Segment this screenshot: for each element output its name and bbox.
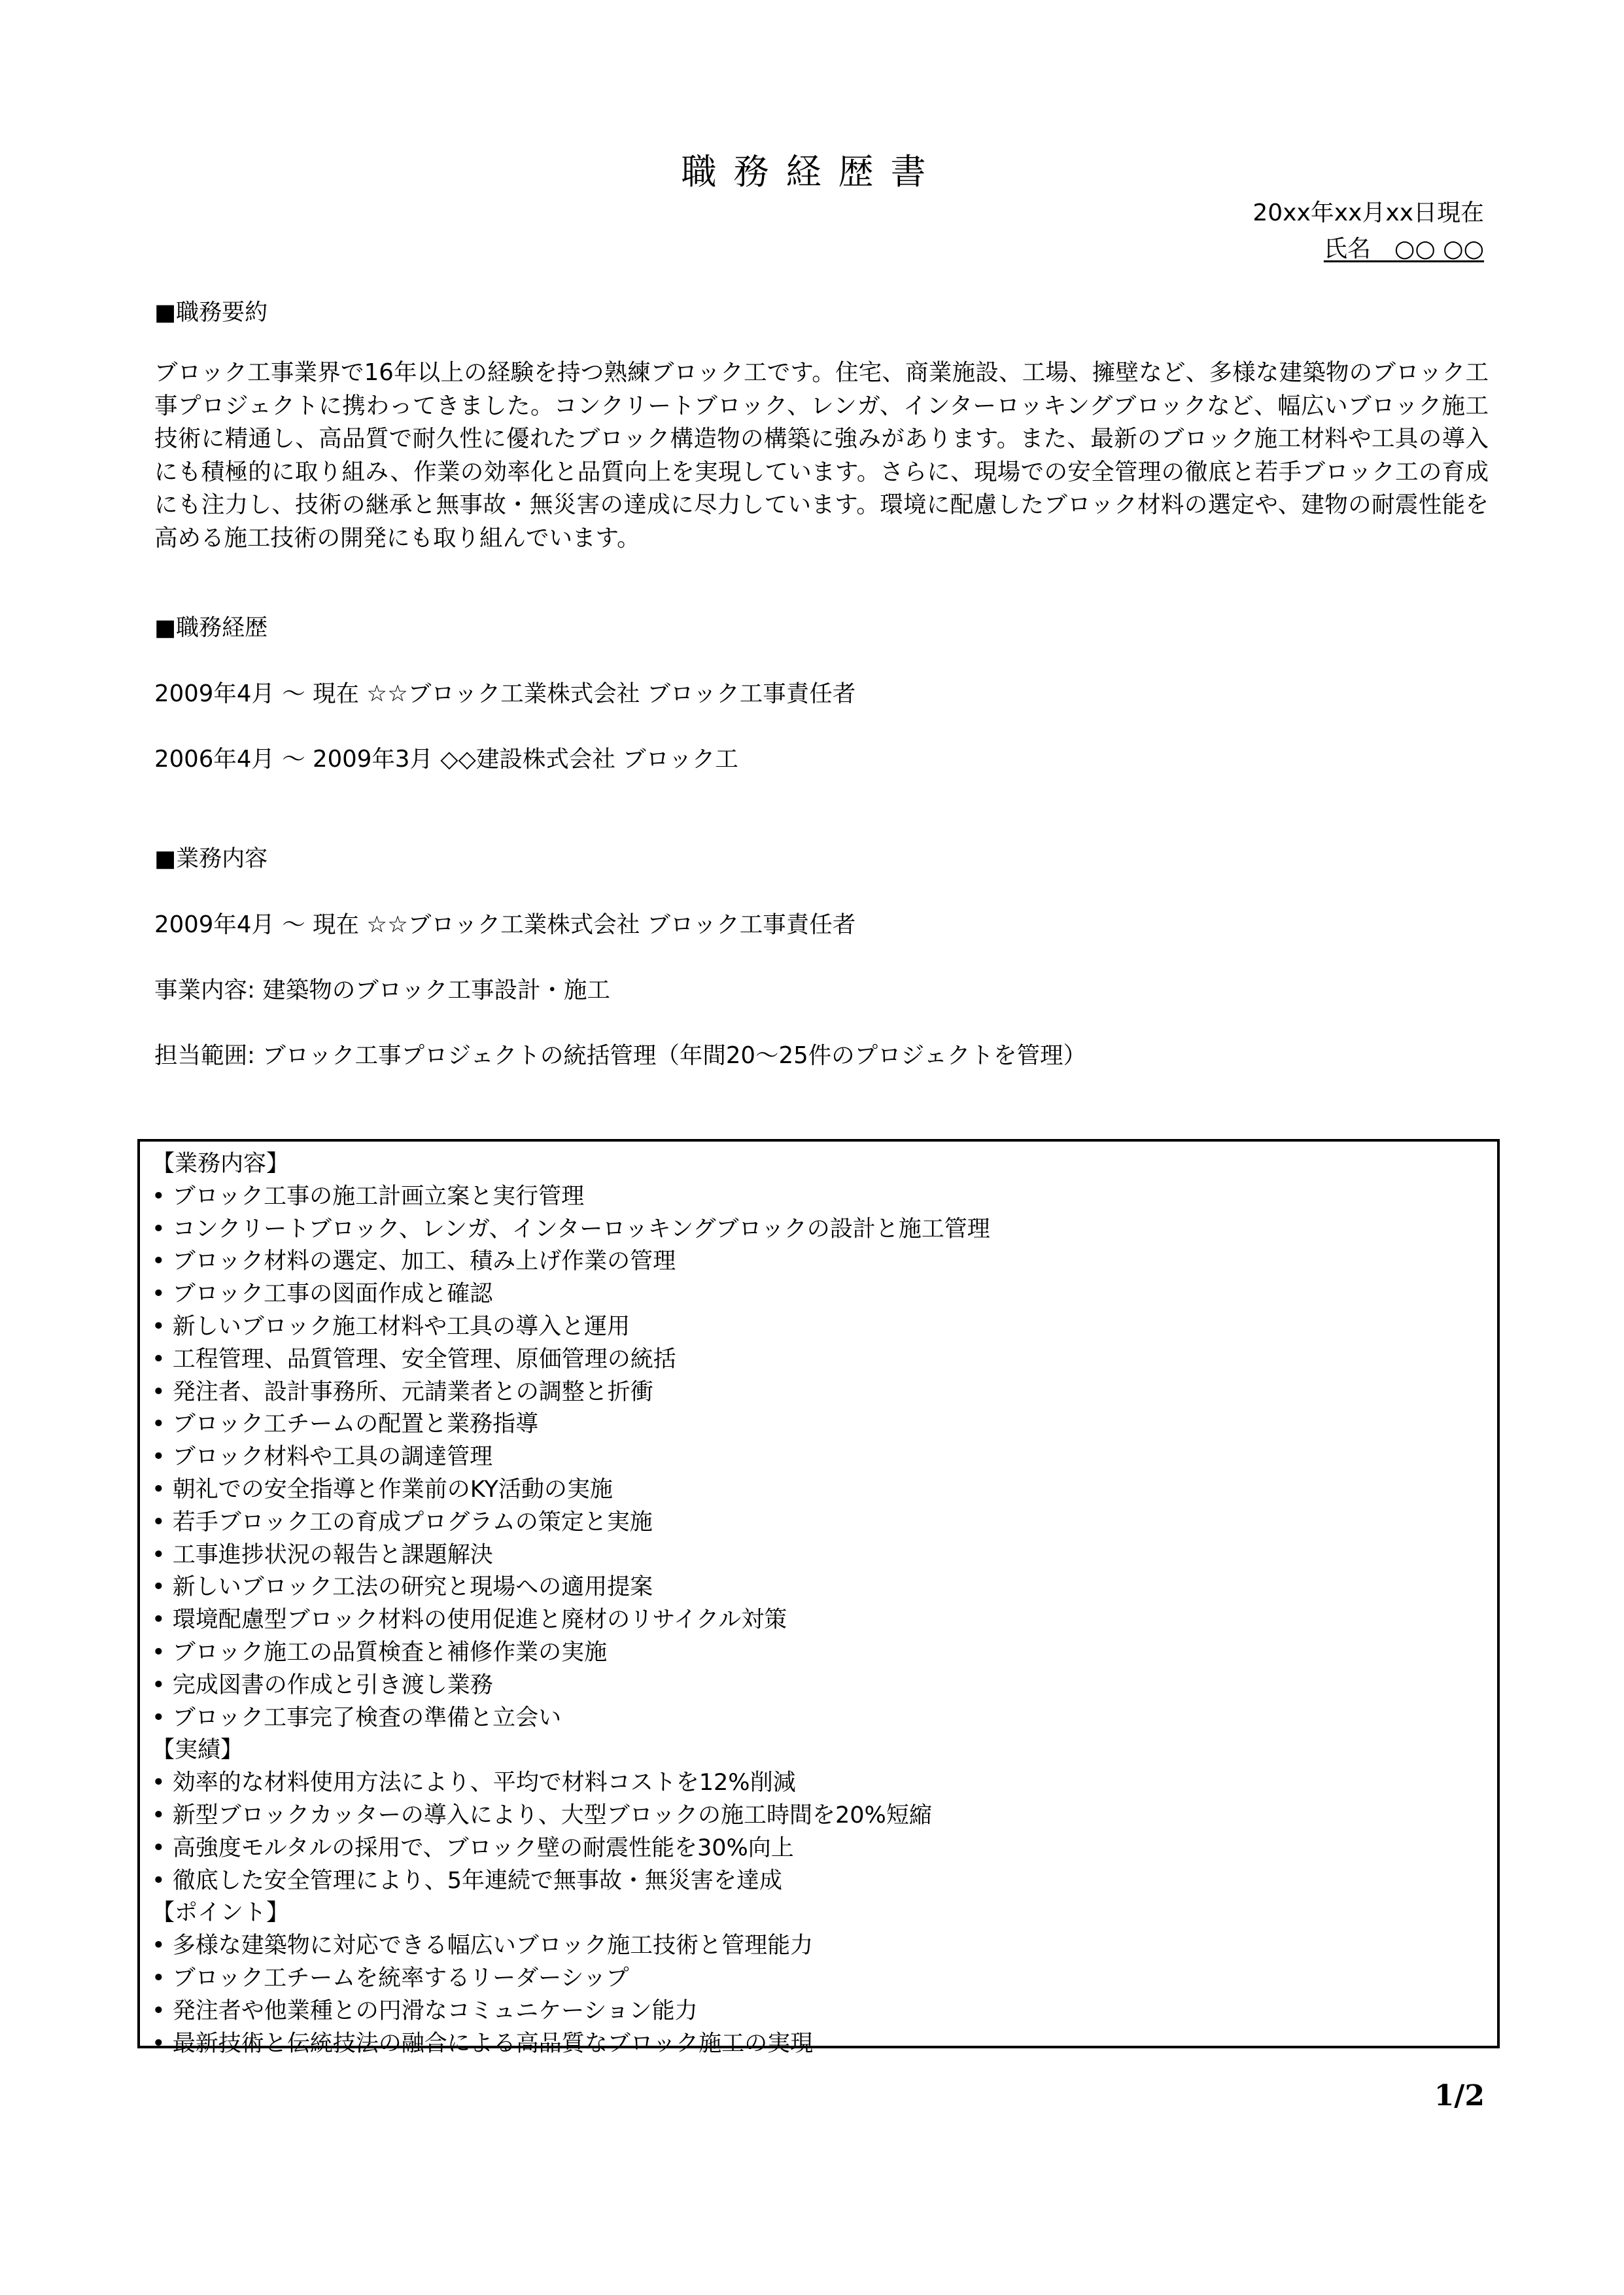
box-list-item: • 工程管理、品質管理、安全管理、原価管理の統括 [152, 1346, 676, 1373]
box-list-item: • 朝礼での安全指導と作業前のKY活動の実施 [152, 1476, 613, 1503]
page-number: 1/2 [1434, 2079, 1485, 2112]
box-list-item: • 完成図書の作成と引き渡し業務 [152, 1672, 493, 1698]
details-box [137, 1139, 1500, 2057]
box-list-item: • 多様な建築物に対応できる幅広いブロック施工技術と管理能力 [152, 1933, 814, 1959]
box-list-item: • 発注者、設計事務所、元請業者との調整と折衝 [152, 1378, 653, 1405]
box-list-item: • ブロック工チームを統率するリーダーシップ [152, 1965, 629, 1991]
box-list-item: • ブロック施工の品質検査と補修作業の実施 [152, 1639, 608, 1666]
box-list-item: • 若手ブロック工の育成プログラムの策定と実施 [152, 1509, 653, 1535]
box-list-item: • 発注者や他業種との円滑なコミュニケーション能力 [152, 1997, 698, 2024]
box-section-heading: 【ポイント】 [152, 1900, 290, 1927]
box-list-item: • コンクリートブロック、レンガ、インターロッキングブロックの設計と施工管理 [152, 1216, 990, 1242]
work-period: 2009年4月 ～ 現在 ☆☆ブロック工業株式会社 ブロック工事責任者 [154, 911, 856, 938]
box-list-item: • 環境配慮型ブロック材料の使用促進と廃材のリサイクル対策 [152, 1607, 787, 1634]
box-list-item: • ブロック工チームの配置と業務指導 [152, 1411, 539, 1438]
history-entry-1: 2009年4月 ～ 現在 ☆☆ブロック工業株式会社 ブロック工事責任者 [154, 680, 856, 707]
box-list-item: • ブロック工事完了検査の準備と立会い [152, 1704, 562, 1731]
box-list-item: • 徹底した安全管理により、5年連続で無事故・無災害を達成 [152, 1867, 783, 1894]
summary-text: ブロック工事業界で16年以上の経験を持つ熟練ブロック工です。住宅、商業施設、工場、擁壁など、多様な建築物のブロック工事プロジェクトに携わってきました。コンクリートブロック、レンガ、インターロッキングブロックなど、幅広いブロック施工技術に精通し、高品質で耐久性に優れたブロック構造物の構築に強みがあります。また、最新のブロック施工材料や工具の導入にも積極的に取り組み、作業の効率化と品質向上を実現しています。さらに、現場での安全管理の徹底と若手ブロック工の育成にも注力し、技術の継承と無事故・無災害の達成に尽力しています。環境に配慮したブロック材料の選定や、建物の耐震性能を高める施工技術の開発にも取り組んでいます。 [154, 359, 1489, 552]
box-list-item: • 新しいブロック施工材料や工具の導入と運用 [152, 1313, 631, 1340]
box-list-item: • 新しいブロック工法の研究と現場への適用提案 [152, 1574, 653, 1601]
document-title: 職務経歴書 [681, 151, 943, 192]
box-list-item: • 高強度モルタルの採用で、ブロック壁の耐震性能を30%向上 [152, 1834, 794, 1861]
history-entry-2: 2006年4月 ～ 2009年3月 ◇◇建設株式会社 ブロック工 [154, 746, 738, 773]
box-list-item: • 新型ブロックカッターの導入により、大型ブロックの施工時間を20%短縮 [152, 1802, 932, 1829]
work-business: 事業内容: 建築物のブロック工事設計・施工 [154, 977, 611, 1004]
box-list-item: • ブロック工事の施工計画立案と実行管理 [152, 1183, 585, 1210]
box-list-item: • ブロック材料の選定、加工、積み上げ作業の管理 [152, 1248, 676, 1275]
applicant-name: 氏名 ○○ ○○ [1323, 236, 1484, 262]
summary-heading: ■職務要約 [154, 300, 268, 326]
box-list-item: • ブロック材料や工具の調達管理 [152, 1444, 493, 1471]
box-list-item: • 工事進捗状況の報告と課題解決 [152, 1541, 493, 1568]
history-heading: ■職務経歴 [154, 615, 268, 641]
work-heading: ■業務内容 [154, 846, 268, 872]
work-scope: 担当範囲: ブロック工事プロジェクトの統括管理（年間20～25件のプロジェクトを管理） [154, 1042, 1086, 1069]
box-section-heading: 【実績】 [152, 1737, 244, 1764]
box-list-item: • 効率的な材料使用方法により、平均で材料コストを12%削減 [152, 1770, 796, 1796]
box-section-heading: 【業務内容】 [152, 1151, 290, 1177]
box-list-item: • ブロック工事の図面作成と確認 [152, 1281, 493, 1308]
document-date: 20xx年xx月xx日現在 [1253, 200, 1484, 226]
box-list-item: • 最新技術と伝統技法の融合による高品質なブロック施工の実現 [152, 2030, 814, 2057]
